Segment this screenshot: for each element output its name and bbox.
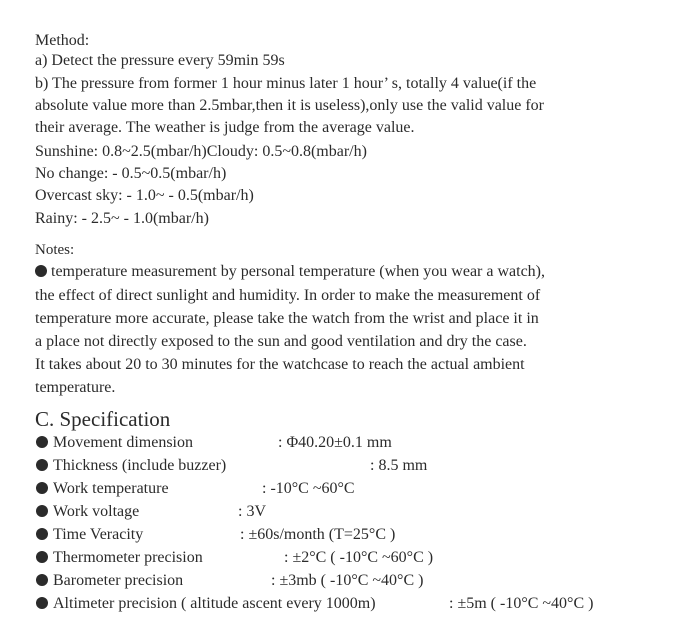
spec-value: : 8.5 mm (370, 457, 428, 474)
notes-line-3: temperature more accurate, please take the watch from the wrist and place it in (35, 310, 539, 327)
notes-line-1 (35, 262, 545, 282)
spec-label: Altimeter precision ( altitude ascent every 1000m) (53, 595, 376, 612)
spec-value: : ±5m ( -10°C ~40°C ) (449, 595, 594, 612)
spec-item-work-voltage (36, 502, 266, 522)
spec-label: Movement dimension (53, 434, 193, 451)
spec-label: Barometer precision (53, 572, 184, 589)
weather-rainy: Rainy: - 2.5~ - 1.0(mbar/h) (35, 210, 209, 227)
notes-line-4: a place not directly exposed to the sun and good ventilation and dry the case. (35, 333, 527, 350)
method-line-b1: b) The pressure from former 1 hour minus later 1 hour’ s, totally 4 value(if the (35, 75, 537, 92)
spec-value: : Φ40.20±0.1 mm (278, 434, 392, 451)
weather-no-change: No change: - 0.5~0.5(mbar/h) (35, 165, 227, 182)
notes-title: Notes: (35, 242, 75, 258)
spec-item-barometer-precision (36, 571, 424, 591)
spec-label: Thickness (include buzzer) (53, 457, 227, 474)
notes-line-6: temperature. (35, 379, 116, 396)
spec-item-movement-dimension (36, 433, 392, 453)
spec-label: Work temperature (53, 480, 169, 497)
spec-item-thermometer-precision (36, 548, 434, 568)
notes-line-1-text: temperature measurement by personal temperature (when you wear a watch), (47, 263, 545, 280)
method-line-b2: absolute value more than 2.5mbar,then it is useless),only use the valid value for (35, 97, 545, 114)
bullet-icon (36, 528, 48, 540)
bullet-icon (36, 482, 48, 494)
bullet-icon (36, 551, 48, 563)
spec-label: Work voltage (53, 503, 140, 520)
spec-item-time-veracity (36, 525, 396, 545)
spec-label: Time Veracity (53, 526, 144, 543)
notes-line-5: It takes about 20 to 30 minutes for the watchcase to reach the actual ambient (35, 356, 525, 373)
spec-item-thickness (36, 456, 428, 476)
specification-title: C. Specification (35, 407, 171, 431)
bullet-icon (36, 597, 48, 609)
spec-value: : 3V (238, 503, 266, 520)
notes-line-2: the effect of direct sunlight and humidity. In order to make the measurement of (35, 287, 541, 304)
bullet-icon (36, 436, 48, 448)
method-line-b3: their average. The weather is judge from the average value. (35, 119, 415, 136)
spec-value: : ±3mb ( -10°C ~40°C ) (271, 572, 424, 589)
method-title: Method: (35, 32, 90, 49)
weather-overcast: Overcast sky: - 1.0~ - 0.5(mbar/h) (35, 187, 254, 204)
bullet-icon (36, 505, 48, 517)
spec-item-altimeter-precision (36, 594, 594, 614)
spec-value: : -10°C ~60°C (262, 480, 355, 497)
spec-item-work-temperature (36, 479, 355, 499)
spec-value: : ±2°C ( -10°C ~60°C ) (284, 549, 434, 566)
method-line-a: a) Detect the pressure every 59min 59s (35, 52, 285, 69)
spec-value: : ±60s/month (T=25°C ) (240, 526, 396, 543)
weather-sunshine-cloudy: Sunshine: 0.8~2.5(mbar/h)Cloudy: 0.5~0.8(mbar/h) (35, 143, 367, 160)
spec-label: Thermometer precision (53, 549, 203, 566)
bullet-icon (36, 459, 48, 471)
bullet-icon (35, 265, 47, 277)
bullet-icon (36, 574, 48, 586)
